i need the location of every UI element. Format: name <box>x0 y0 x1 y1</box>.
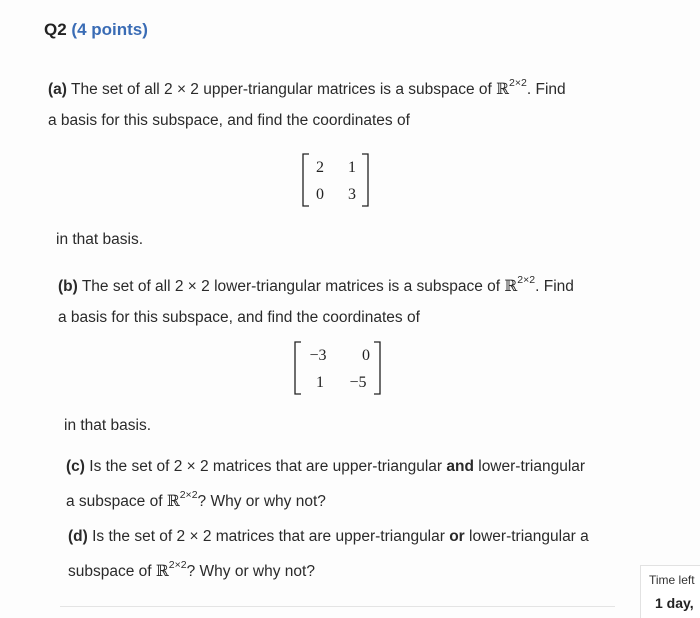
part-d-line1: Is the set of 2 × 2 matrices that are upper-triangular <box>87 528 450 545</box>
part-a-prompt <box>48 70 566 136</box>
time-left-panel <box>640 565 700 618</box>
part-d-tag: (d) <box>68 528 88 545</box>
matrix-left-bracket <box>303 154 309 206</box>
part-c-prompt <box>66 451 585 517</box>
part-c-space-exp: 2×2 <box>179 489 198 501</box>
matrix-cell: 2 <box>316 159 324 176</box>
part-c-line1-end: lower-triangular <box>473 458 586 475</box>
part-b-line1-end: . Find <box>535 278 574 296</box>
matrix-cell: 1 <box>316 374 324 391</box>
part-a-space-symbol: ℝ <box>496 80 510 99</box>
part-d-line2: subspace of <box>68 563 156 581</box>
matrix-cell: −3 <box>309 347 327 364</box>
matrix-cell: 0 <box>316 186 324 203</box>
part-d-space-symbol: ℝ <box>155 562 169 581</box>
part-a-tag: (a) <box>48 81 67 99</box>
part-c-tag: (c) <box>66 458 85 475</box>
part-c-emphasis: and <box>446 458 474 475</box>
part-d-line2-end: ? Why or why not? <box>186 563 315 581</box>
part-b-after: in that basis. <box>64 417 152 434</box>
part-a-line2: a basis for this subspace, and find the coordinates of <box>48 112 410 130</box>
part-b-space-exp: 2×2 <box>517 274 536 286</box>
matrix-right-bracket <box>362 154 368 206</box>
matrix-cell: 3 <box>348 186 356 203</box>
matrix-cell: 0 <box>362 347 370 364</box>
part-d-space-exp: 2×2 <box>168 559 187 571</box>
part-b-prompt <box>58 267 574 333</box>
part-a-after: in that basis. <box>56 231 144 248</box>
time-left-label: Time left <box>649 573 695 587</box>
question-points: (4 points) <box>71 20 148 39</box>
matrix-right-bracket <box>374 342 380 394</box>
part-b-matrix <box>292 340 392 401</box>
part-b-tag: (b) <box>58 278 78 296</box>
matrix-cell: 1 <box>348 159 356 176</box>
question-heading <box>44 20 148 40</box>
divider <box>60 606 615 607</box>
part-a-line1: The set of all 2 × 2 upper-triangular matrices is a subspace of <box>66 81 497 99</box>
part-d-line1-end: lower-triangular a <box>464 528 589 545</box>
part-b-line1: The set of all 2 × 2 lower-triangular matrices is a subspace of <box>77 278 505 296</box>
part-b-line2: a basis for this subspace, and find the coordinates of <box>58 309 420 327</box>
part-b-space-symbol: ℝ <box>504 277 518 296</box>
part-c-space-symbol: ℝ <box>166 492 180 511</box>
part-a-matrix <box>300 152 380 213</box>
part-c-line2: a subspace of <box>66 493 167 511</box>
part-d-emphasis: or <box>449 528 465 545</box>
part-c-line1: Is the set of 2 × 2 matrices that are upper-triangular <box>84 458 447 475</box>
matrix-cell: −5 <box>349 374 367 391</box>
part-d-prompt <box>68 521 589 587</box>
part-c-line2-end: ? Why or why not? <box>197 493 326 511</box>
part-a-space-exp: 2×2 <box>509 77 527 89</box>
question-number: Q2 <box>44 20 67 39</box>
part-a-line1-end: . Find <box>526 81 566 99</box>
time-left-value: 1 day, <box>655 595 694 611</box>
matrix-left-bracket <box>295 342 301 394</box>
